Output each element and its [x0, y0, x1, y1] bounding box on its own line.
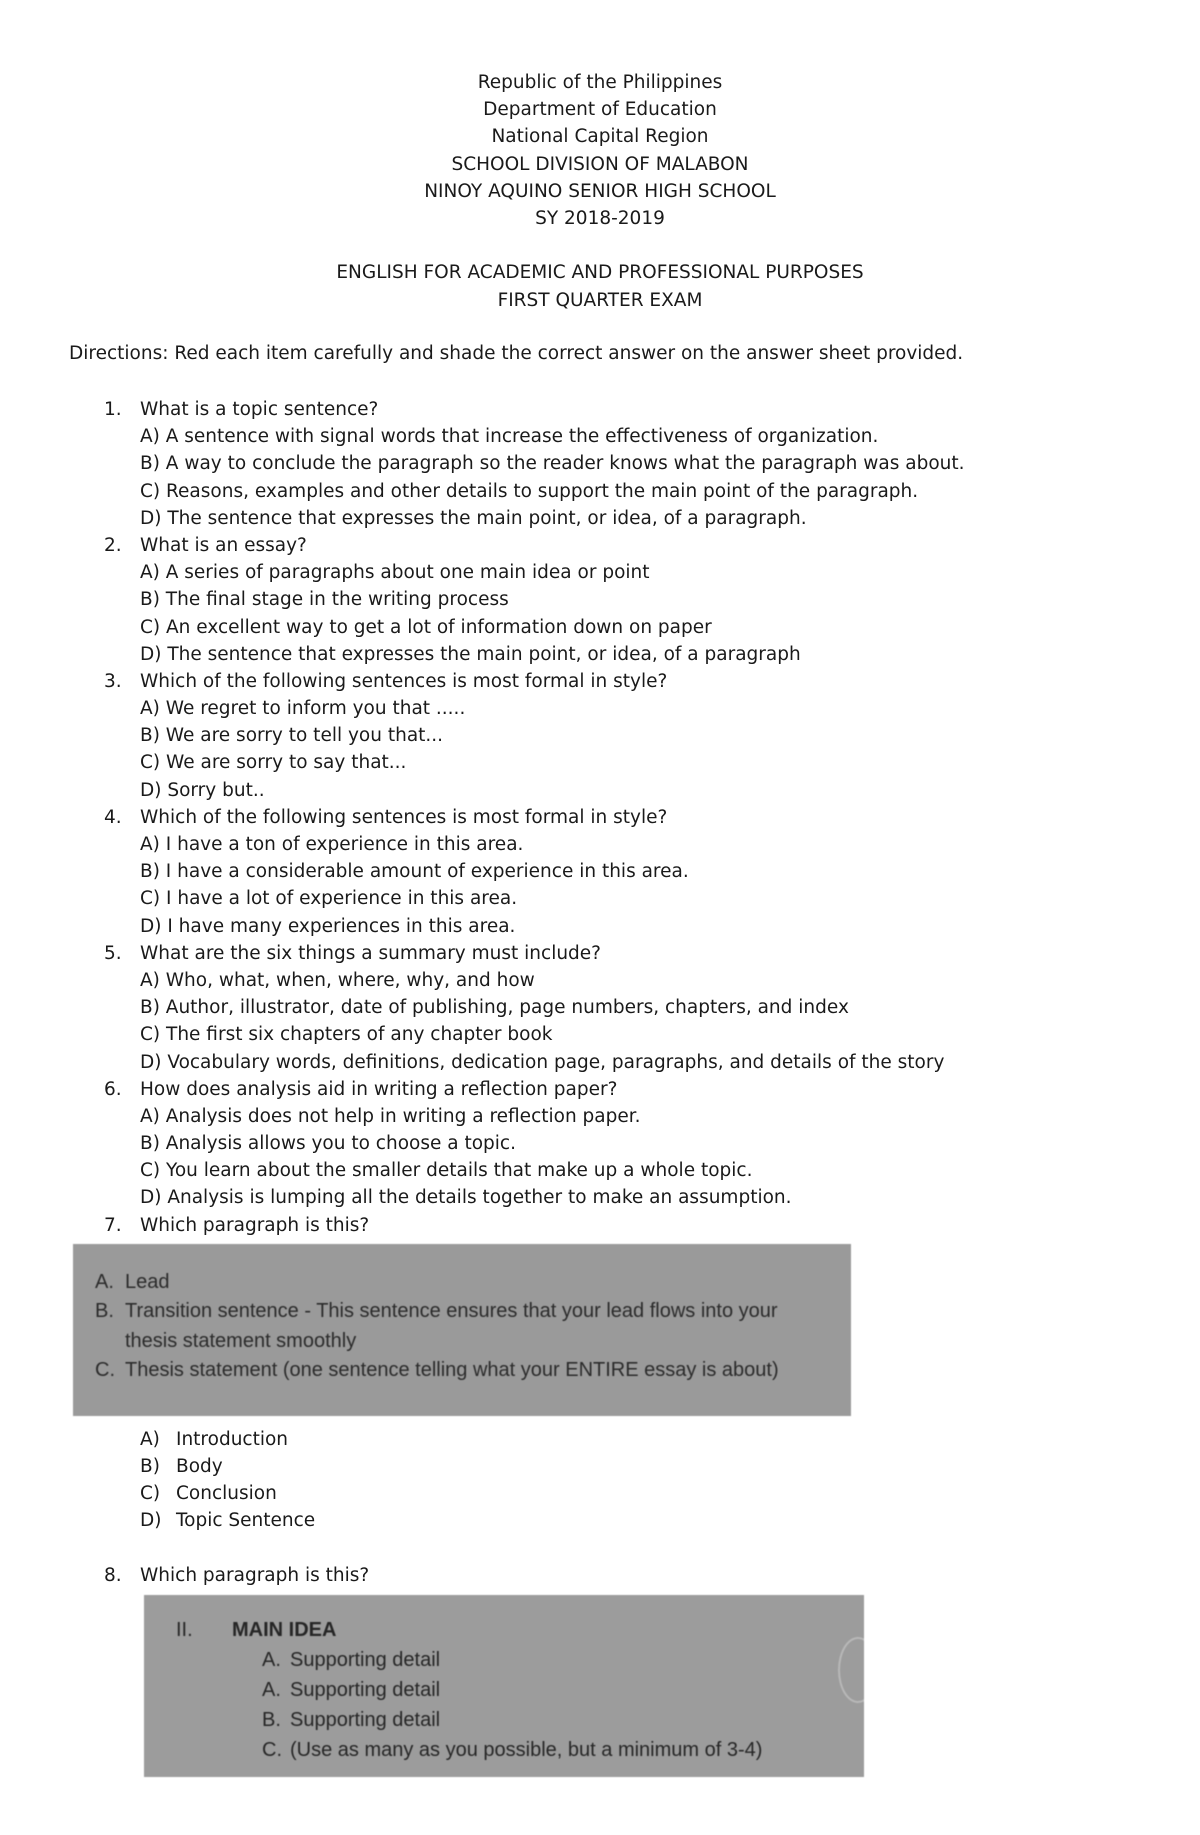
option: B) We are sorry to tell you that... [140, 725, 444, 747]
option: A) I have a ton of experience in this area. [140, 834, 524, 855]
question-text: How does analysis aid in writing a reflection paper? [140, 1078, 618, 1100]
option: C) I have a lot of experience in this area. [140, 888, 518, 910]
question-2 [0, 532, 1200, 668]
question-7 [0, 1212, 1200, 1535]
option: B) The final stage in the writing process [140, 589, 509, 611]
option: B) I have a considerable amount of experience in this area. [140, 861, 689, 883]
option: A) We regret to inform you that ..... [140, 698, 466, 720]
directions: Directions: Red each item carefully and shade the correct answer on the answer sheet provided. [69, 343, 964, 364]
question-3 [0, 668, 1200, 804]
option: C) An excellent way to get a lot of information down on paper [140, 616, 712, 638]
question-4 [0, 804, 1200, 940]
option: D) Analysis is lumping all the details together to make an assumption. [140, 1187, 792, 1209]
outline-numeral: II. [176, 1618, 193, 1641]
option: D) The sentence that expresses the main point, or idea, of a paragraph [140, 643, 801, 665]
question-8-image [144, 1595, 864, 1777]
header-line: SY 2018-2019 [535, 207, 665, 229]
option: A) Who, what, when, where, why, and how [140, 969, 535, 991]
question-7-image [73, 1244, 851, 1416]
question-text: Which paragraph is this? [140, 1564, 370, 1586]
question-6 [0, 1076, 1200, 1212]
question-number: 6. [104, 1078, 122, 1100]
question-5 [0, 940, 1200, 1076]
image-item: C. Thesis statement (one sentence telling what your ENTIRE essay is about) [95, 1359, 779, 1382]
option: D) Topic Sentence [140, 1510, 316, 1532]
image-item: C. (Use as many as you possible, but a minimum of 3-4) [262, 1738, 763, 1761]
exam-header [0, 69, 1200, 314]
option: D) I have many experiences in this area. [140, 915, 516, 937]
question-number: 4. [104, 806, 122, 828]
option: C) You learn about the smaller details that make up a whole topic. [140, 1160, 753, 1182]
outline-title: MAIN IDEA [232, 1618, 337, 1641]
option: D) Vocabulary words, definitions, dedication page, paragraphs, and details of the story [140, 1051, 945, 1073]
image-item: A. Supporting detail [262, 1678, 441, 1701]
option: A) Introduction [140, 1428, 289, 1450]
question-number: 1. [104, 399, 122, 420]
question-number: 5. [104, 942, 122, 964]
question-number: 3. [104, 670, 122, 692]
header-line: National Capital Region [491, 126, 709, 148]
option: C) We are sorry to say that... [140, 752, 407, 774]
header-line: NINOY AQUINO SENIOR HIGH SCHOOL [424, 180, 776, 202]
image-item: B. Transition sentence - This sentence ensures that your lead flows into your thesis statement smoothly [95, 1300, 778, 1352]
option: B) Analysis allows you to choose a topic. [140, 1133, 516, 1155]
question-8 [0, 1562, 1200, 1777]
question-number: 2. [104, 534, 122, 556]
option: A) Analysis does not help in writing a reflection paper. [140, 1105, 641, 1127]
option: A) A sentence with signal words that increase the effectiveness of organization. [140, 426, 879, 448]
option: B) A way to conclude the paragraph so the reader knows what the paragraph was about. [140, 453, 965, 475]
header-line: SCHOOL DIVISION OF MALABON [451, 153, 749, 175]
question-text: What is an essay? [140, 534, 307, 556]
option: C) The first six chapters of any chapter book [140, 1024, 553, 1046]
question-text: What is a topic sentence? [140, 399, 379, 420]
question-text: Which paragraph is this? [140, 1214, 370, 1236]
header-line: Republic of the Philippines [477, 72, 723, 93]
option: B) Author, illustrator, date of publishing, page numbers, chapters, and index [140, 997, 849, 1019]
option: C) Reasons, examples and other details to support the main point of the paragraph. [140, 480, 919, 502]
question-text: Which of the following sentences is most formal in style? [140, 806, 668, 828]
question-list [0, 396, 1200, 1777]
image-item: A. Lead [95, 1270, 170, 1293]
option: A) A series of paragraphs about one main idea or point [140, 562, 650, 584]
header-line: Department of Education [483, 99, 717, 121]
image-item: A. Supporting detail [262, 1648, 441, 1671]
question-text: What are the six things a summary must include? [140, 942, 602, 964]
subject-title: ENGLISH FOR ACADEMIC AND PROFESSIONAL PURPOSES [336, 262, 864, 284]
option: B) Body [140, 1456, 223, 1477]
option: D) Sorry but.. [140, 779, 265, 801]
option: D) The sentence that expresses the main point, or idea, of a paragraph. [140, 507, 807, 529]
option: C) Conclusion [140, 1483, 277, 1505]
exam-title: FIRST QUARTER EXAM [497, 289, 703, 311]
image-item: B. Supporting detail [262, 1708, 441, 1731]
question-1 [0, 396, 1200, 532]
question-number: 8. [104, 1564, 122, 1586]
question-text: Which of the following sentences is most formal in style? [140, 670, 668, 692]
question-number: 7. [104, 1214, 122, 1236]
